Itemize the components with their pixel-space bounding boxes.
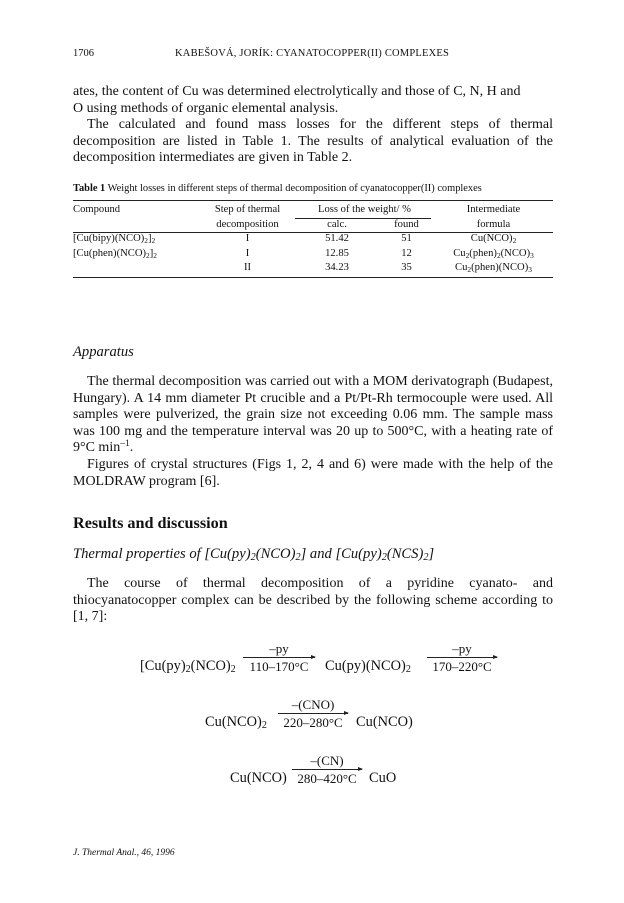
scheme-1-intermediate: $Cu(py)(NCO)_2$ [325, 658, 411, 675]
cell-step: II [243, 262, 252, 273]
apparatus-paragraph-1 [73, 374, 553, 457]
cell-intermediate: $Cu(NCO)_2$ [470, 233, 517, 245]
scheme-1-arrow-2-below: 170–220°C [432, 659, 492, 674]
cell-intermediate: $Cu_2(phen)(NCO)_3$ [455, 262, 532, 274]
scheme-2-product: Cu(NCO) [356, 714, 413, 730]
cell-compound: $[Cu(phen)(NCO)_2]_2$ [73, 247, 157, 260]
cell-calc: 12.85 [325, 247, 349, 259]
scheme-1-arrow-1-below: 110–170°C [249, 659, 309, 674]
header-compound: Compound [73, 204, 121, 215]
table-1-caption [73, 183, 553, 194]
scheme-1-arrow-2-above: –py [452, 641, 472, 656]
scheme-1-arrow-1-above: –py [269, 641, 289, 656]
scheme-1-arrow-2 [427, 642, 497, 674]
scheme-2-arrow-above: –(CNO) [291, 697, 335, 712]
header-found: found [394, 218, 419, 230]
table-header-row-2 [73, 218, 553, 233]
cell-step: I [245, 247, 250, 259]
cell-found: 12 [401, 247, 412, 259]
cell-found: 51 [401, 233, 412, 244]
results-text [73, 576, 553, 626]
header-step-1: Step of thermal [214, 204, 281, 215]
table-row [73, 232, 553, 247]
cell-compound [73, 261, 200, 276]
apparatus-p1-text: The thermal decomposition was carried out with a MOM derivatograph (Budapest, Hungary). A 14 mm diameter Pt crucible and a Pt/Pt-Rh termocouple were used. All samples were pulverized, the grain size not exceeding 0.06 mm. The sample mass was 100 mg and the temperature interval was 20 up to 500°C, with a heating rate of 9°C min [73, 374, 553, 456]
page [73, 38, 553, 858]
header-intermediate-2: formula [476, 218, 511, 230]
results-heading: Results and discussion [73, 514, 228, 532]
apparatus-heading: Apparatus [73, 344, 134, 360]
table-row [73, 261, 553, 276]
apparatus-p1-end: . [129, 440, 134, 456]
running-title: KABEŠOVÁ, JORÍK: CYANATOCOPPER(II) COMPLEXES [175, 48, 450, 59]
header-step-2: decomposition [216, 218, 279, 230]
scheme-2-arrow [278, 698, 348, 730]
table-top-rule [73, 200, 553, 201]
cell-compound: $[Cu(bipy)(NCO)_2]_2$ [73, 233, 156, 245]
table-row [73, 247, 553, 262]
scheme-2-arrow-below: 220–280°C [283, 715, 343, 730]
scheme-3-product: CuO [369, 770, 397, 786]
table-bottom-rule [73, 277, 553, 278]
cell-calc: 34.23 [325, 262, 349, 273]
running-head [73, 38, 553, 58]
scheme-1-arrow-1 [243, 642, 315, 674]
apparatus-text [73, 374, 553, 490]
scheme-3-arrow-above: –(CN) [310, 753, 344, 768]
results-paragraph: The course of thermal decomposition of a pyridine cyanato- and thiocyanatocopper complex can be described by the following scheme according to [1, 7]: [73, 576, 553, 625]
page-number: 1706 [73, 48, 94, 59]
cell-intermediate: $Cu_2(phen)_2(NCO)_3$ [453, 247, 534, 260]
journal-footer: J. Thermal Anal., 46, 1996 [73, 848, 175, 858]
scheme-3-reactant: Cu(NCO) [230, 770, 287, 786]
intro-line-1: ates, the content of Cu was determined electrolytically and those of C, N, H and [73, 84, 521, 99]
scheme-3-arrow-below: 280–420°C [297, 771, 357, 786]
table-header-row-1 [73, 203, 553, 218]
cell-calc: 51.42 [325, 233, 349, 244]
intro-paragraph-2: The calculated and found mass losses for the different steps of thermal decomposition are listed in Table 1. The results of analytical evaluation of the decomposition intermediates are given in Table 2. [73, 117, 553, 166]
header-loss-group: Loss of the weight/ % [318, 204, 411, 215]
apparatus-p1-sup: –1 [120, 439, 130, 450]
intro-line-2: O using methods of organic elemental analysis. [73, 100, 339, 116]
scheme-1-reactant: [$Cu(py)_2(NCO)_2$ [140, 658, 236, 675]
table-1-label: Table 1 [73, 183, 106, 194]
table-1-caption-text: Weight losses in different steps of thermal decomposition of cyanatocopper(II) complexes [107, 183, 482, 194]
apparatus-paragraph-2: Figures of crystal structures (Figs 1, 2, 4 and 6) were made with the help of the MOLDRAW program [6]. [73, 456, 553, 489]
scheme-3-arrow [292, 754, 362, 786]
cell-found: 35 [401, 262, 412, 273]
results-subheading: Thermal properties of $[Cu(py)_2(NCO)_2]$ and $[Cu(py)_2(NCS)_2]$ [73, 546, 435, 563]
cell-step: I [245, 233, 250, 244]
header-intermediate-1: Intermediate [466, 204, 521, 215]
header-calc: calc. [327, 218, 347, 230]
intro-text [73, 84, 553, 167]
table-1 [73, 203, 553, 276]
scheme-2-reactant: $Cu(NCO)_2$ [205, 714, 267, 731]
